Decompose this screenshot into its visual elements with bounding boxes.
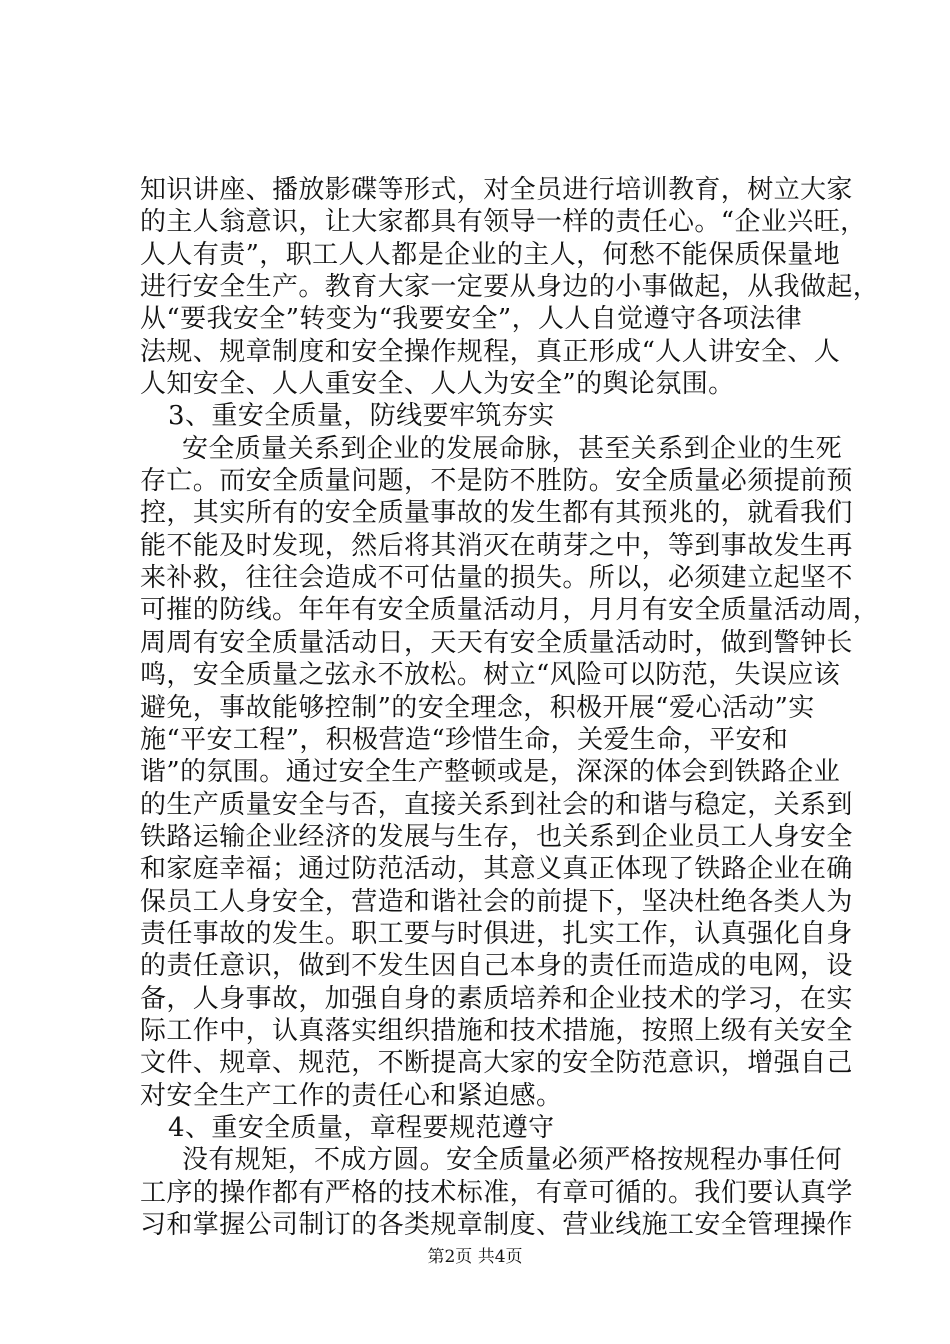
text-line: 保员工人身安全，营造和谐社会的前提下，坚决杜绝各类人为 (140, 886, 853, 917)
document-body (140, 174, 880, 1241)
text-line: 施“平安工程”，积极营造“珍惜生命，关爱生命，平安和 (140, 724, 789, 755)
text-line: 际工作中，认真落实组织措施和技术措施，按照上级有关安全 (140, 1015, 853, 1046)
text-line: 可摧的防线。年年有安全质量活动月，月月有安全质量活动周， (140, 595, 880, 626)
text-line: 存亡。而安全质量问题，不是防不胜防。安全质量必须提前预 (140, 466, 853, 497)
text-line: 铁路运输企业经济的发展与生存，也关系到企业员工人身安全 (140, 821, 853, 852)
text-line: 的责任意识，做到不发生因自己本身的责任而造成的电网，设 (140, 951, 853, 982)
text-line: 鸣，安全质量之弦永不放松。树立“风险可以防范，失误应该 (140, 660, 841, 691)
text-line: 人知安全、人人重安全、人人为安全”的舆论氛围。 (140, 369, 735, 400)
section-heading-4: 4、重安全质量，章程要规范遵守 (168, 1112, 555, 1143)
page-footer: 第2页 共4页 (427, 1247, 523, 1267)
text-line: 进行安全生产。教育大家一定要从身边的小事做起，从我做起， (140, 272, 880, 303)
text-line: 从“要我安全”转变为“我要安全”，人人自觉遵守各项法律 (140, 304, 802, 335)
text-line: 文件、规章、规范，不断提高大家的安全防范意识，增强自己 (140, 1048, 853, 1079)
text-line: 人人有责”，职工人人都是企业的主人，何愁不能保质保量地 (140, 239, 841, 270)
text-line: 知识讲座、播放影碟等形式，对全员进行培训教育，树立大家 (140, 175, 853, 205)
text-line: 责任事故的发生。职工要与时俱进，扎实工作，认真强化自身 (140, 918, 853, 949)
text-line: 控，其实所有的安全质量事故的发生都有其预兆的，就看我们 (140, 498, 853, 529)
text-line: 的主人翁意识，让大家都具有领导一样的责任心。“企业兴旺， (140, 207, 867, 238)
text-line: 能不能及时发现，然后将其消灭在萌芽之中，等到事故发生再 (140, 530, 853, 561)
text-line: 备，人身事故，加强自身的素质培养和企业技术的学习，在实 (140, 983, 853, 1014)
text-line: 来补救，往往会造成不可估量的损失。所以，必须建立起坚不 (140, 563, 853, 594)
text-line: 的生产质量安全与否，直接关系到社会的和谐与稳定，关系到 (140, 789, 853, 820)
text-line: 谐”的氛围。通过安全生产整顿或是，深深的体会到铁路企业 (140, 757, 841, 788)
text-line: 没有规矩，不成方圆。安全质量必须严格按规程办事任何 (182, 1145, 843, 1176)
text-line: 周周有安全质量活动日，天天有安全质量活动时，做到警钟长 (140, 627, 853, 658)
text-line: 工序的操作都有严格的技术标准，有章可循的。我们要认真学 (140, 1177, 853, 1208)
text-line: 避免，事故能够控制”的安全理念，积极开展“爱心活动”实 (140, 692, 815, 723)
section-heading-3: 3、重安全质量，防线要牢筑夯实 (168, 401, 555, 432)
text-line: 和家庭幸福；通过防范活动，其意义真正体现了铁路企业在确 (140, 854, 853, 885)
text-line: 对安全生产工作的责任心和紧迫感。 (140, 1080, 563, 1111)
text-line: 习和掌握公司制订的各类规章制度、营业线施工安全管理操作 (140, 1210, 853, 1240)
text-line: 安全质量关系到企业的发展命脉，甚至关系到企业的生死 (182, 433, 843, 464)
text-line: 法规、规章制度和安全操作规程，真正形成“人人讲安全、人 (140, 336, 841, 367)
